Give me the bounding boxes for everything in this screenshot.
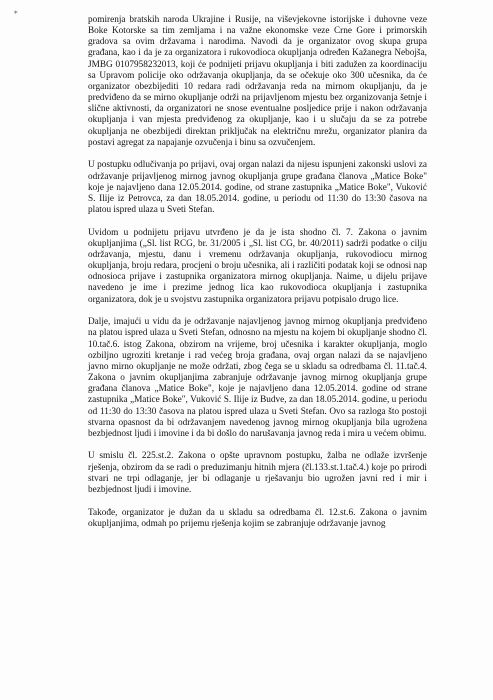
paragraph-1: pomirenja bratskih naroda Ukrajine i Rusije, na viševjekovne istorijske i duhovne veze Boke Kotorske sa tim zemljama i na važne ekonomske veze Crne Gore i primorskih gradova sa ovim državama i narodima. Navodi da je organizator ovog skupa grupa građana, kao i da je za organizatora i rukovodioca okupljanja određen Kažanegra Nebojša, JMBG 0107958232013, koji će podnijeti prijavu okupljanja i biti zadužen za koordinaciju sa Upravom policije oko održavanja okupljanja, da se očekuje oko 300 učesnika, da će organizator obezbijediti 10 redara radi održavanja reda na mirnom okupljanju, da je predviđeno da se mirno okupljanje održi na prijavljenom mjestu bez organizovanja šetnje i slične aktivnosti, da organizatori ne snose eventualne posljedice prije i nakon održavanja okupljanja i van mjesta predviđenog za okupljanje, kao i u slučaju da se za potrebe okupljanja ne obezbijedi direktan priključak na električnu mrežu, organizator planira da postavi agregat za napajanje ozvučenja i binu sa ozvučenjem.	[88, 15, 427, 148]
paragraph-3: Uvidom u podnijetu prijavu utvrđeno je da je ista shodno čl. 7. Zakona o javnim okupljanjima („Sl. list RCG, br. 31/2005 i „Sl. list CG, br. 40/2011) sadrži podatke o cilju održavanja, mjestu, danu i vremenu održavanja okupljanja, rukovodiocu mirnog okupljanja, broju redara, procjeni o broju učesnika, ali i različiti podatak koji se odnosi nap odnosioca prijave i zastupnika organizatora mirnog okupljanja. Naime, u dijelu prijave navedeno je ime i prezime jednog lica kao rukovodioca okupljanja i zastupnika organizatora, dok je u svojstvu zastupnika organizatora prijavu potpisalo drugo lice.	[88, 227, 427, 305]
paragraph-2: U postupku odlučivanja po prijavi, ovaj organ nalazi da nijesu ispunjeni zakonski uslovi za održavanje prijavljenog mirnog javnog okupljanja grupe građana članova „Matice Boke" koje je najavljeno dana 12.05.2014. godine, od strane zastupnika „Matice Boke", Vuković S. Ilije iz Petrovca, za dan 18.05.2014. godine, u periodu od 11:30 do 13:30 časova na platou ispred ulaza u Sveti Stefan.	[88, 160, 427, 215]
page-mark: *	[14, 10, 18, 18]
paragraph-6: Takođe, organizator je dužan da u skladu sa odredbama čl. 12.st.6. Zakona o javnim okupljanjima, odmah po prijemu rješenja kojim se zabranjuje održavanje javnog	[88, 507, 427, 529]
paragraph-4: Dalje, imajući u vidu da je održavanje najavljenog javnog mirnog okupljanja predviđeno na platou ispred ulaza u Sveti Stefan, odnosno na mjestu na kojem bi okupljanje shodno čl. 10.tač.6. istog Zakona, obzirom na vrijeme, broj učesnika i karakter okupljanja, moglo ozbiljno ugroziti kretanje i rad većeg broja građana, ovaj organ nalazi da se najavljeno javno mirno okupljanje ne može održati, zbog čega se u skladu sa odredbama čl. 11.tač.4. Zakona o javnim okupljanjima zabranjuje održavanje javnog mirnog okupljanja grupe građana članova „Matice Boke", koje je najavljeno dana 12.05.2014. godine od strane zastupnika „Matice Boke", Vuković S. Ilije iz Budve, za dan 18.05.2014. godine, u periodu od 11:30 do 13:30 časova na platou ispred ulaza u Sveti Stefan. Ovo sa razloga što postoji stvarna opasnost da bi održavanjem navedenog javnog mirnog okupljanja bila ugrožena bezbjednost ljudi i imovine i da bi došlo do narušavanja javnog reda i mira u većem obimu.	[88, 317, 427, 439]
document-body	[88, 15, 427, 530]
paragraph-5: U smislu čl. 225.st.2. Zakona o opšte upravnom postupku, žalba ne odlaže izvršenje rješenja, obzirom da se radi o preduzimanju hitnih mjera (čl.133.st.1.tač.4.) koje po prirodi stvari ne trpi odlaganje, jer bi odlaganje u rješavanju bio ugrožen javni red i mir i bezbjednost ljudi i imovine.	[88, 451, 427, 495]
